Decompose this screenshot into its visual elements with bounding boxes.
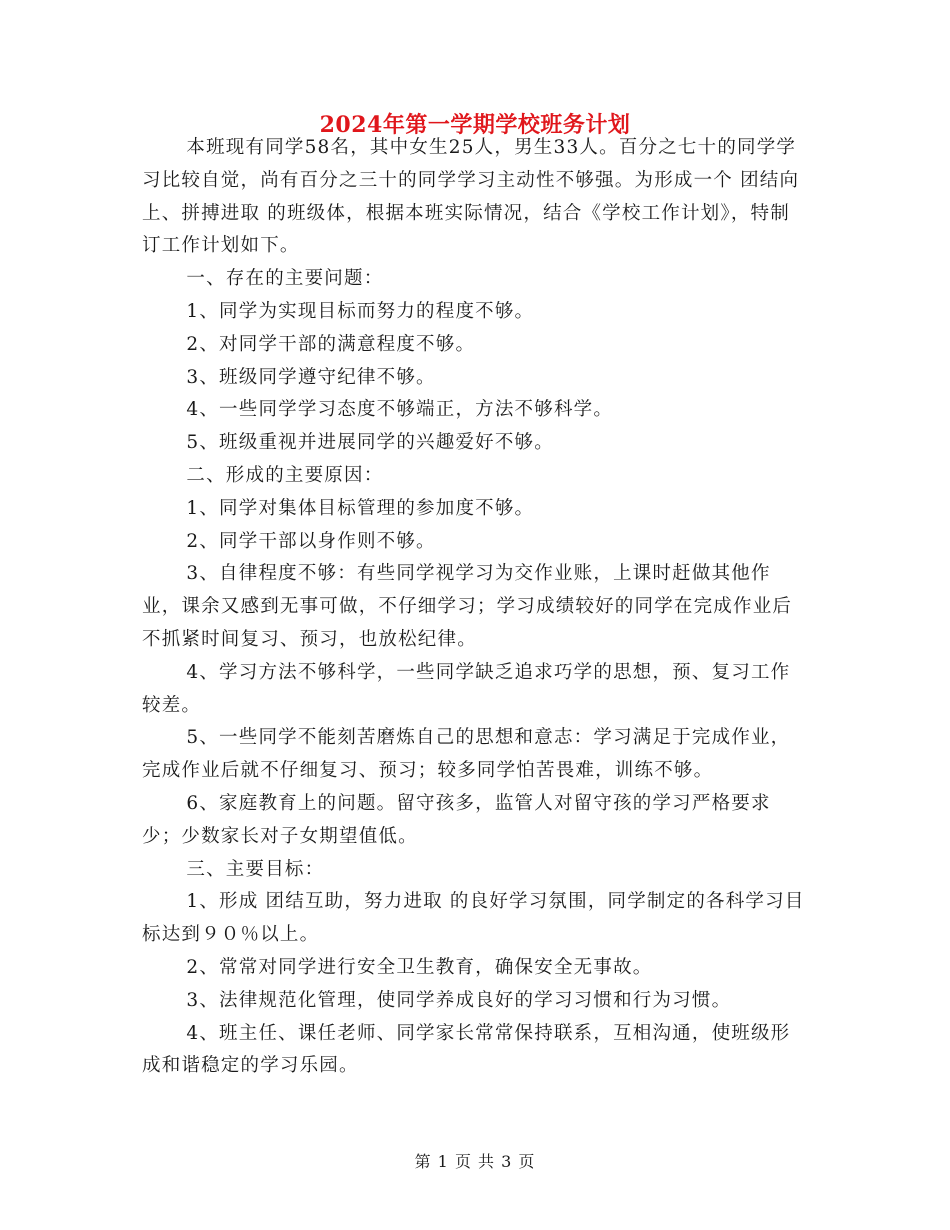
- list-item: 2、常常对同学进行安全卫生教育，确保安全无事故。: [186, 956, 653, 978]
- list-item: 1、同学为实现目标而努力的程度不够。: [186, 300, 535, 322]
- list-item: 1、形成 团结互助，努力进取 的良好学习氛围，同学制定的各科学习目标达到９０％以上。: [142, 891, 805, 946]
- list-item: 2、同学干部以身作则不够。: [186, 530, 436, 552]
- document-title: 2024年第一学期学校班务计划: [319, 112, 631, 138]
- list-item: 4、学习方法不够科学，一些同学缺乏追求巧学的思想，预、复习工作较差。: [142, 661, 791, 716]
- list-item: 3、法律规范化管理，使同学养成良好的学习习惯和行为习惯。: [186, 989, 732, 1011]
- intro-paragraph: 本班现有同学58名，其中女生25人，男生33人。百分之七十的同学学习比较自觉，尚有百分之三十的同学学习主动性不够强。为形成一个 团结向上、拼搏进取 的班级体，根据本班实际情况，结合《学校工作计划》，特制订工作计划如下。: [142, 137, 800, 257]
- section-heading-goals: 三、主要目标：: [186, 858, 325, 880]
- section-heading-causes: 二、形成的主要原因：: [186, 464, 384, 486]
- list-item: 3、班级同学遵守纪律不够。: [186, 366, 436, 388]
- page-number-footer: 第 1 页 共 3 页: [414, 1152, 536, 1171]
- list-item: 5、班级重视并进展同学的兴趣爱好不够。: [186, 432, 554, 454]
- list-item: 4、一些同学学习态度不够端正，方法不够科学。: [186, 399, 614, 421]
- document-body: [142, 132, 808, 1083]
- list-item: 6、家庭教育上的问题。留守孩多，监管人对留守孩的学习严格要求少；少数家长对子女期望值低。: [142, 792, 771, 847]
- list-item: 4、班主任、课任老师、同学家长常常保持联系，互相沟通，使班级形成和谐稳定的学习乐园。: [142, 1022, 791, 1077]
- section-heading-problems: 一、存在的主要问题：: [186, 268, 384, 290]
- list-item: 1、同学对集体目标管理的参加度不够。: [186, 497, 535, 519]
- list-item: 5、一些同学不能刻苦磨炼自己的思想和意志：学习满足于完成作业，完成作业后就不仔细复习、预习；较多同学怕苦畏难，训练不够。: [142, 727, 791, 782]
- list-item: 2、对同学干部的满意程度不够。: [186, 333, 476, 355]
- list-item: 3、自律程度不够：有些同学视学习为交作业账，上课时赶做其他作业，课余又感到无事可做，不仔细学习；学习成绩较好的同学在完成作业后不抓紧时间复习、预习，也放松纪律。: [142, 563, 793, 650]
